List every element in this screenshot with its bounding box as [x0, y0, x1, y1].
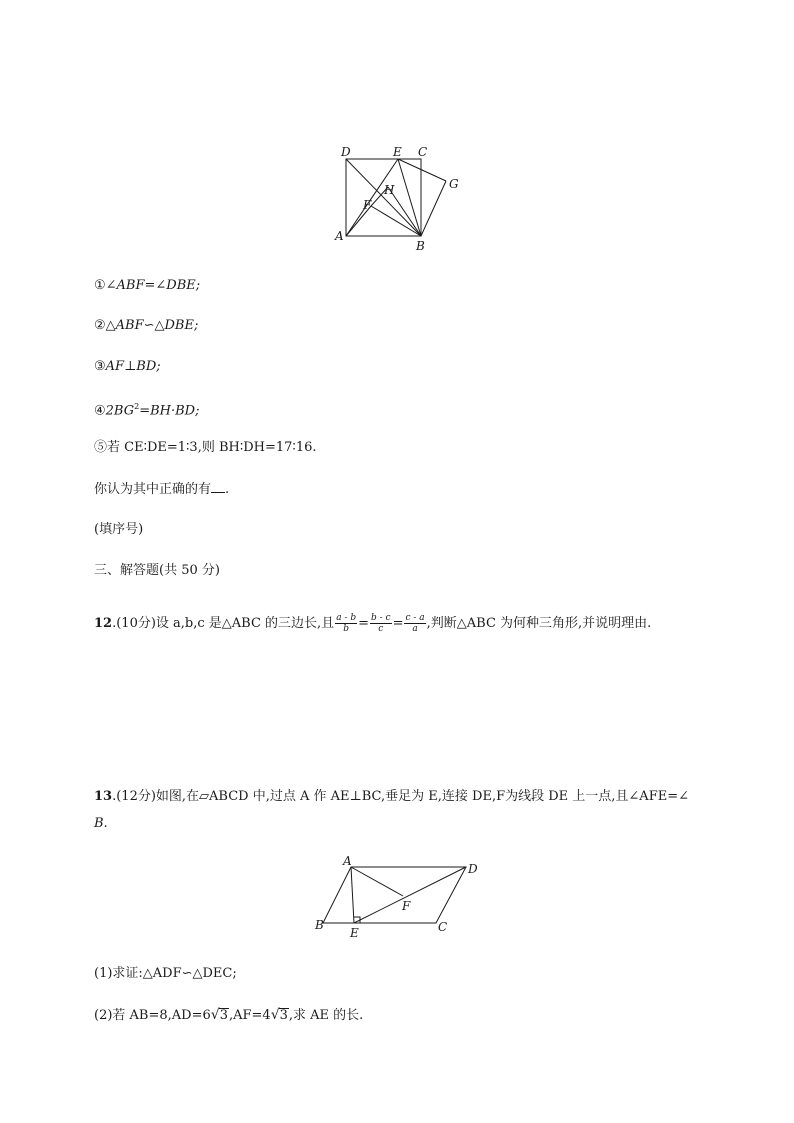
label-e: E	[393, 145, 402, 159]
q13-line-1: .(12分)如图,在▱ABCD 中,过点 A 作 AE⊥BC,垂足为 E,连接 DE,F为线段 DE 上一点,且∠AFE=∠	[112, 789, 689, 804]
q13-part-2	[94, 1006, 363, 1025]
label-a-2: A	[343, 854, 352, 868]
statement-3	[94, 358, 161, 376]
q12-frac-2-num: b - c	[370, 613, 391, 623]
q12-frac-1	[335, 613, 357, 634]
statement-3-text: AF⊥BD;	[105, 359, 161, 374]
parallelogram-abcd	[323, 867, 466, 923]
label-g: G	[449, 177, 459, 191]
label-f: F	[363, 198, 372, 212]
statement-3-num: ③	[94, 359, 106, 374]
statement-4-sup: 2	[134, 402, 140, 411]
segment-ae-2	[351, 867, 354, 923]
label-d: D	[341, 145, 351, 159]
q13-part-2-b: 3	[219, 1008, 228, 1023]
q12-frac-2	[370, 613, 392, 634]
sqrt-sign-1: √	[210, 1007, 220, 1023]
q12-eq-1: =	[358, 616, 369, 631]
segment-gb	[421, 181, 446, 236]
question-13-line-1	[94, 788, 689, 806]
figure-parallelogram-diagram	[310, 852, 490, 942]
statement-4-num: ④	[94, 403, 106, 419]
label-b-2: B	[315, 918, 324, 932]
label-d-2: D	[468, 862, 478, 876]
statement-4-pre: 2BG	[105, 403, 135, 419]
segment-af-2	[351, 867, 403, 896]
statement-1	[94, 277, 200, 295]
q13-part-2-d: 3	[279, 1008, 288, 1023]
label-e-2: E	[350, 926, 359, 940]
q12-frac-3	[404, 613, 425, 634]
q12-frac-3-num: c - a	[405, 613, 425, 623]
segment-ae	[346, 159, 398, 236]
q12-number: 12	[94, 616, 113, 631]
answer-blank[interactable]	[211, 480, 225, 493]
fill-note: (填序号)	[94, 522, 144, 537]
statement-2-num: ②	[94, 318, 106, 333]
statement-5	[94, 439, 317, 457]
question-13-line-2: B.	[94, 816, 108, 831]
label-b: B	[416, 239, 425, 253]
conclusion-line	[94, 480, 229, 499]
q12-frac-2-den: c	[378, 624, 384, 634]
statement-1-text: ∠ABF=∠DBE;	[105, 278, 201, 293]
conclusion-end: .	[225, 482, 230, 497]
statement-5-num: ⑤	[94, 440, 108, 455]
statement-4-post: =BH·BD;	[139, 403, 200, 419]
q12-points: .(10分)设 a,b,c 是△ABC 的三边长,且	[112, 616, 335, 631]
segment-de	[354, 867, 466, 923]
q12-eq-2: =	[392, 616, 404, 631]
q13-part-1: (1)求证:△ADF∽△DEC;	[94, 966, 237, 981]
statement-5-text: 若 CE∶DE=1∶3,则 BH∶DH=17∶16.	[107, 440, 317, 455]
segment-eg	[398, 159, 446, 181]
q12-tail: ,判断△ABC 为何种三角形,并说明理由.	[426, 616, 652, 631]
section-3-heading: 三、解答题(共 50 分)	[94, 563, 220, 578]
statement-2-text: △ABF∽△DBE;	[105, 318, 199, 333]
sqrt-sign-2: √	[270, 1007, 280, 1023]
figure-square-diagram	[330, 140, 470, 255]
statement-2	[94, 317, 198, 335]
statement-1-num: ①	[94, 278, 106, 293]
q13-number: 13	[94, 789, 113, 804]
conclusion-text: 你认为其中正确的有	[94, 482, 212, 497]
q12-frac-3-den: a	[412, 624, 418, 634]
q13-part-2-c: ,AF=4	[228, 1008, 271, 1023]
label-h: H	[384, 183, 395, 197]
label-a: A	[335, 229, 344, 243]
q12-frac-1-num: a - b	[336, 613, 357, 623]
statement-4	[94, 398, 199, 420]
label-c: C	[418, 145, 428, 159]
q13-part-2-e: ,求 AE 的长.	[288, 1008, 364, 1023]
question-12	[94, 612, 651, 636]
q13-part-2-a: (2)若 AB=8,AD=6	[94, 1008, 211, 1023]
label-c-2: C	[438, 920, 448, 934]
q12-frac-1-den: b	[343, 624, 350, 634]
label-f-2: F	[402, 899, 411, 913]
